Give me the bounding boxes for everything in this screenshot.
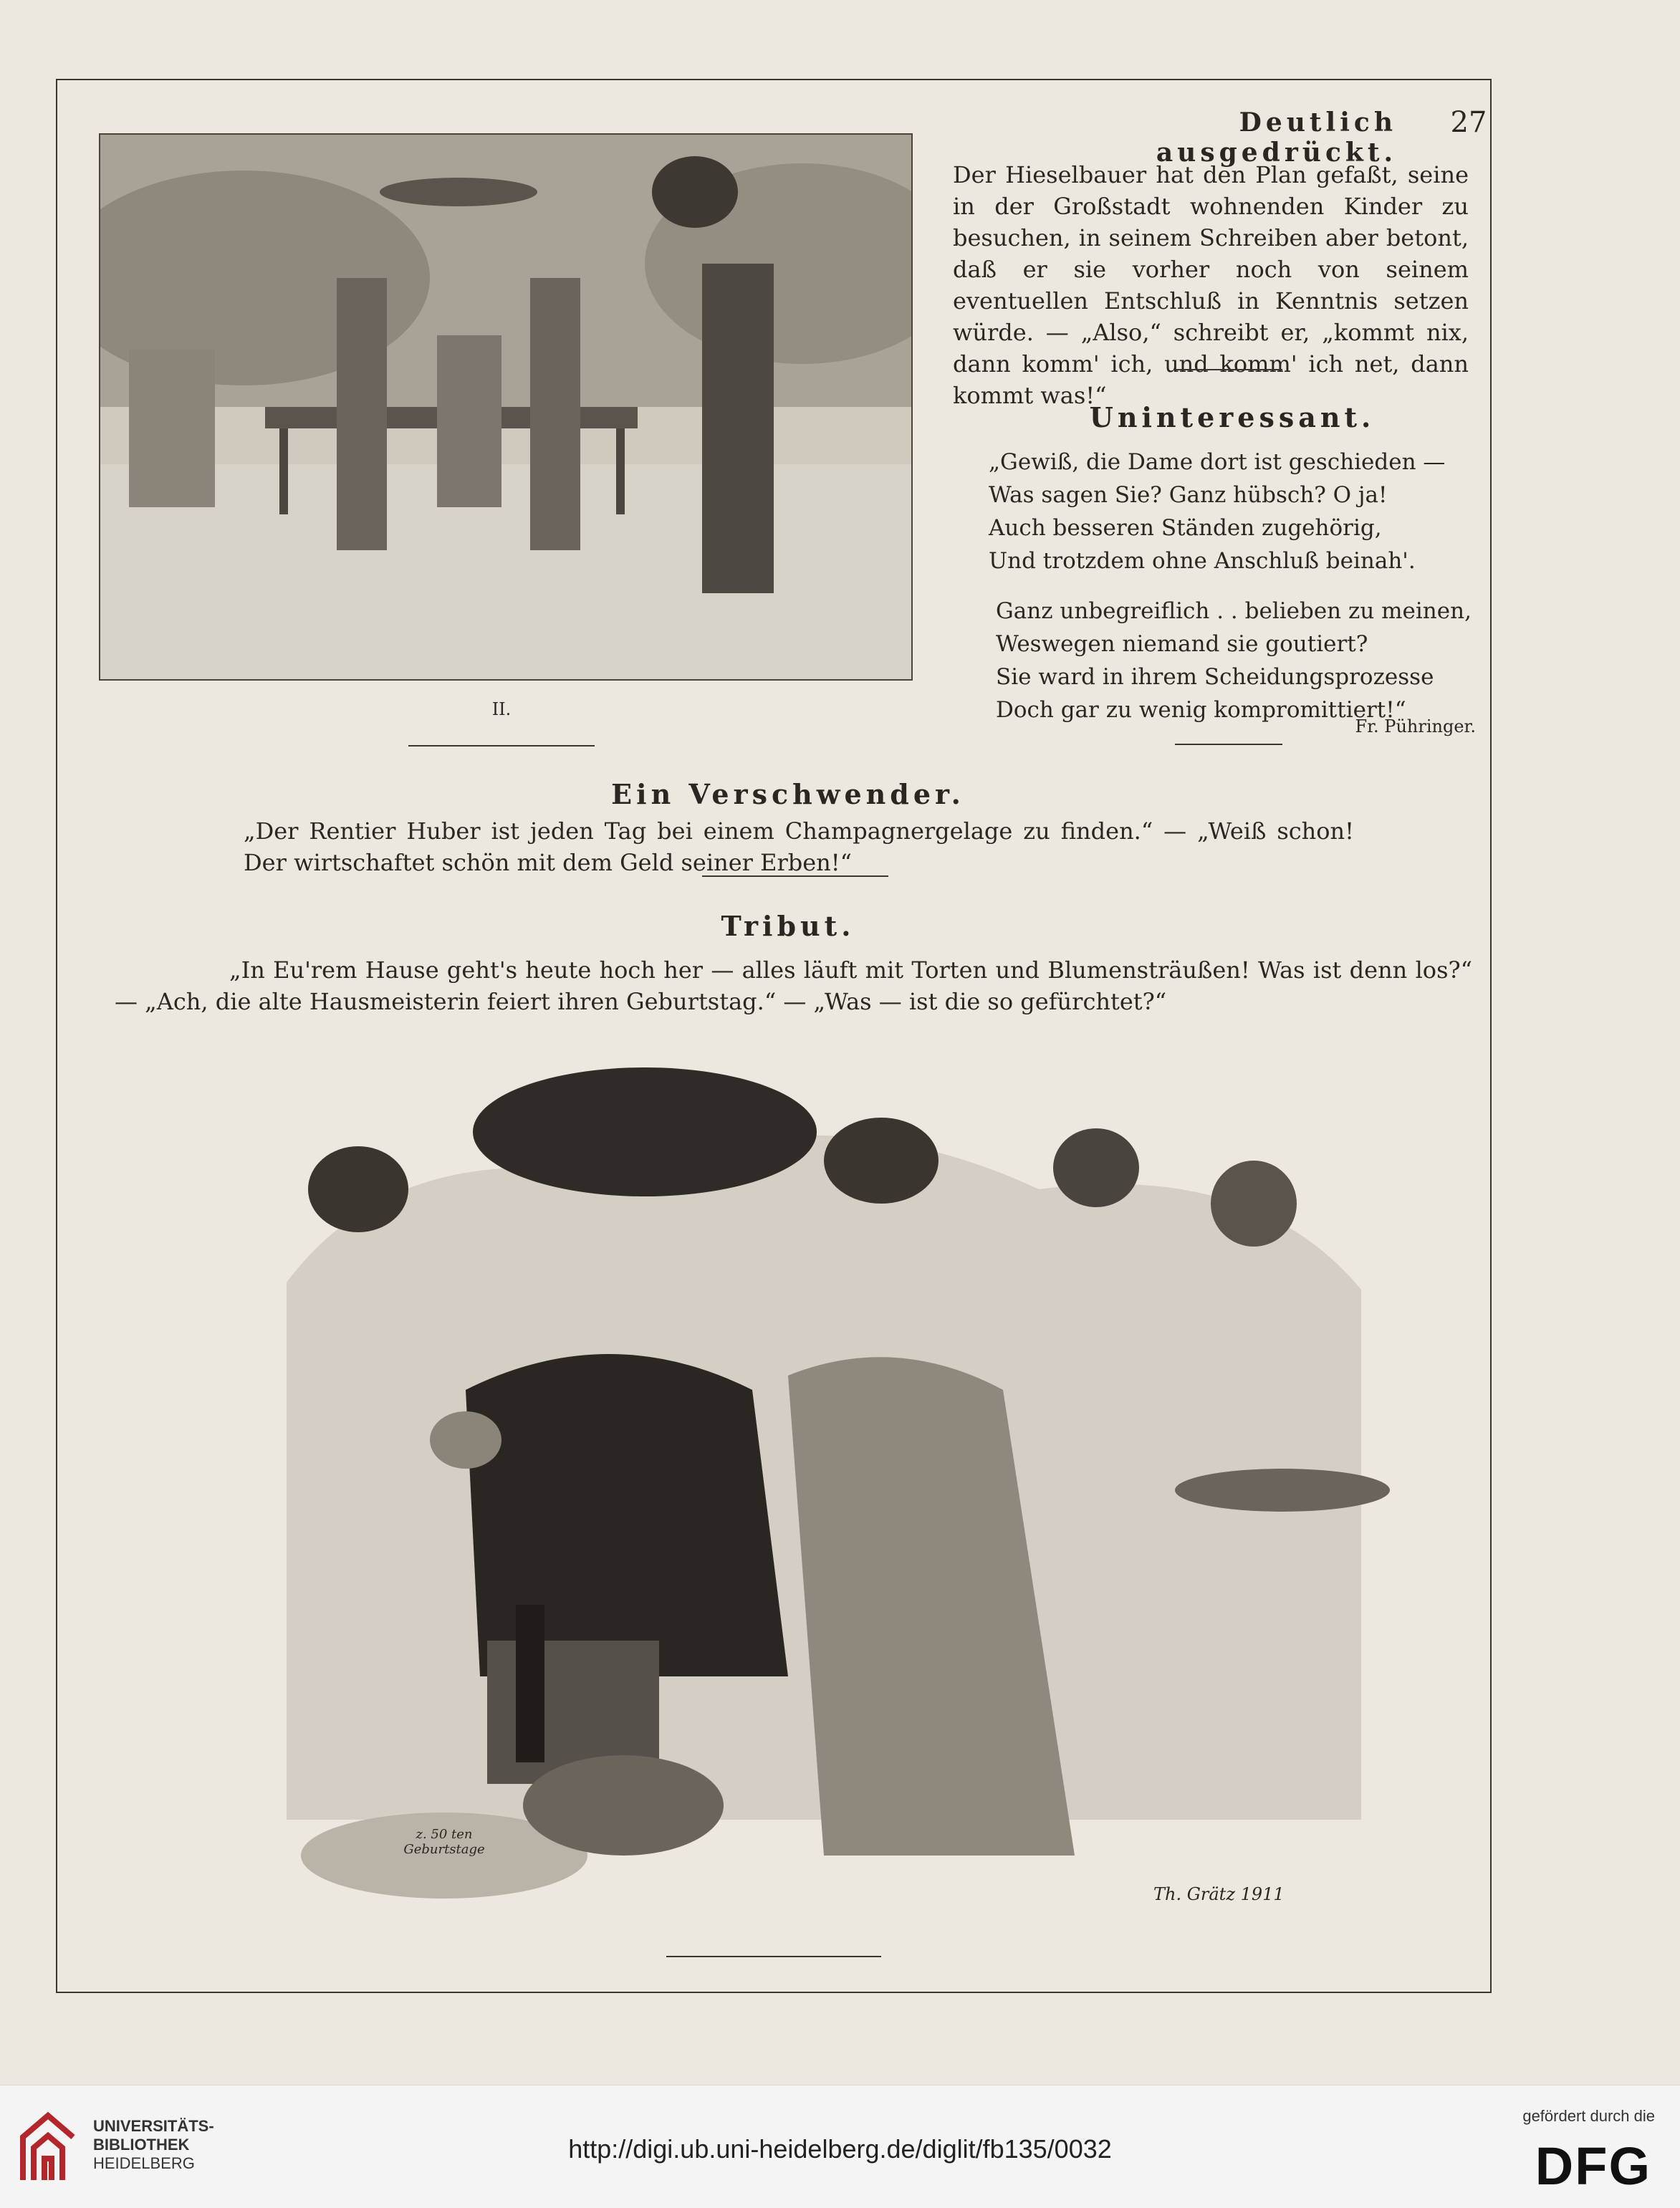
rule-verschwender [702, 875, 888, 877]
uninteressant-author: Fr. Pühringer. [1355, 716, 1476, 736]
digitization-footer [0, 2085, 1680, 2208]
poem-line: Doch gar zu wenig kompromittiert!“ [996, 697, 1406, 723]
deutlich-text: Der Hieselbauer hat den Plan gefaßt, seine in der Großstadt wohnenden Kinder zu besuchen, in seinem Schreiben aber betont, daß er sie vorher noch von seinem eventuellen Entschluß in Kenntnis setzen würde. — „Also,“ schreibt er, „kommt nix, dann komm' ich, und komm' ich net, dann kommt was!“ [953, 161, 1469, 409]
uninteressant-stanza-1 [989, 446, 1445, 577]
uninteressant-stanza-2 [996, 595, 1472, 726]
page-header-title: Deutlich ausgedrückt. [1156, 107, 1397, 168]
top-illustration-drawing [100, 135, 911, 679]
poem-line: Und trotzdem ohne Anschluß beinah'. [989, 548, 1416, 574]
poem-line: Sie ward in ihrem Scheidungsprozesse [996, 664, 1434, 690]
poem-line: „Gewiß, die Dame dort ist geschieden — [989, 449, 1446, 475]
top-illustration [99, 133, 913, 681]
uninteressant-title: Uninteressant. [1089, 401, 1376, 433]
top-illustration-caption: II. [491, 699, 512, 719]
bottom-illustration [179, 1032, 1397, 1941]
poem-line: Auch besseren Ständen zugehörig, [989, 515, 1382, 541]
poem-line: Ganz unbegreiflich . . belieben zu meinen, [996, 598, 1472, 624]
poem-line: Was sagen Sie? Ganz hübsch? O ja! [989, 482, 1388, 508]
tribut-text: „In Eu'rem Hause geht's heute hoch her — alles läuft mit Torten und Blumensträußen! Was ist denn los?“ — „Ach, die alte Hausmeisterin feiert ihren Geburtstag.“ — „Was — ist die so gefürchtet?“ [115, 956, 1472, 1015]
poem-line: Weswegen niemand sie goutiert? [996, 631, 1368, 657]
illustrator-signature: Th. Grätz 1911 [1153, 1884, 1285, 1904]
verschwender-text: „Der Rentier Huber ist jeden Tag bei einem Champagnergelage zu finden.“ — „Weiß schon! Der wirtschaftet schön mit dem Geld seiner Erben!“ [244, 817, 1354, 876]
rule-uninteressant [1175, 744, 1282, 745]
cake-inscription: z. 50 ten Geburtstage [403, 1827, 485, 1857]
tribut-title: Tribut. [721, 910, 855, 942]
verschwender-title: Ein Verschwender. [611, 778, 965, 810]
rule-under-caption [408, 745, 595, 747]
dfg-logo: DFG [1535, 2136, 1651, 2196]
rule-bottom [666, 1956, 881, 1957]
funding-label: gefördert durch die [1522, 2107, 1655, 2125]
bottom-illustration-drawing [179, 1032, 1397, 1941]
page-number: 27 [1450, 106, 1487, 139]
permalink-url[interactable]: http://digi.ub.uni-heidelberg.de/diglit/fb135/0032 [568, 2134, 1112, 2164]
university-library-name: UNIVERSITÄTS- BIBLIOTHEK HEIDELBERG [93, 2117, 214, 2172]
rule-deutlich [1175, 369, 1282, 370]
